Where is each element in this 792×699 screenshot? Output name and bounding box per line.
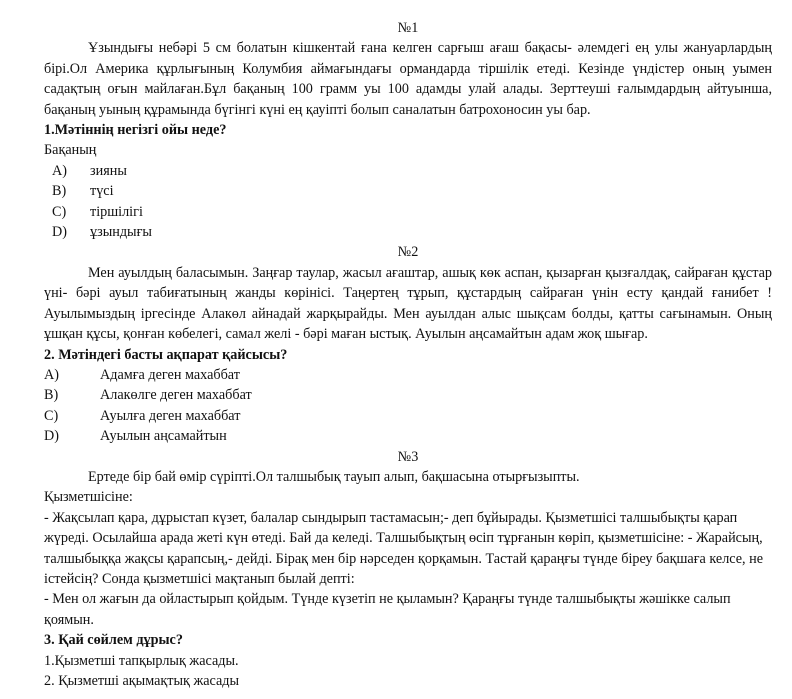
option-d: D) ұзындығы	[52, 224, 152, 241]
section-3-number: №3	[397, 448, 419, 465]
section-2-text: Мен ауылдың баласымын. Заңғар таулар, жасыл ағаштар, ашық көк аспан, қызарған қызғалдақ, сайраған құстар үні- бәрі ауыл табиғатының жанды көрінісі. Таңертең тұрып, құстардың сайраған үнін есту қандай ғанибет ! Ауылымыздың іргесінде Алакөл айнадай жарқырайды. Мен ауылдан алыс шықсам болды, қатты сағынамын. Оның ұшқан құсы, қонған көбелегі, самал желі - бәрі маған ыстық. Ауылын аңсамайтын адам жоқ шығар.	[44, 264, 772, 343]
section-2-number: №2	[397, 244, 419, 261]
section-3-text: Ертеде бір бай өмір сүріпті.Ол талшыбық тауып алып, бақшасына отырғызыпты.	[88, 468, 580, 485]
option-b: B) түсі	[52, 183, 114, 200]
option-d: D) Ауылын аңсамайтын	[44, 428, 227, 445]
option-c: C) Ауылға деген махаббат	[44, 407, 241, 424]
question-2-options	[44, 365, 772, 447]
section-3-dialog-1: - Жақсылап қара, дұрыстап күзет, балалар сындырып тастамасын;- деп бұйырады. Қызметшісі талшыбықты қарап жүреді. Осылайша арада жеті күн өтеді. Бай да келеді. Талшыбықтың өсіп тұрғанын көріп, қызметшісіне: - Жарайсың, талшыбыққа жақсы қарапсың,- дейді. Бірақ мен бір нәрседен қорқамын. Тастай қараңғы түнде біреу бақшаға келсе, не істейсің? Сонда қызметшісі мақтанып былай депті:	[44, 509, 764, 587]
question-1-stem: Бақаның	[44, 142, 97, 159]
option-a: A) Адамға деген махаббат	[44, 366, 240, 383]
section-1-text: Ұзындығы небәрі 5 см болатын кішкентай ғана келген сарғыш ағаш бақасы- әлемдегі ең улы жануарлардың бірі.Ол Америка құрлығының Колумбия аймағындағы ормандарда тіршілік етеді. Кезінде үндістер оның уымен садақтың оғын майлаған.Бұл бақаның 100 грамм уы 100 адамды улай алады. Зерттеуші ғалымдардың айтуынша, бақаның уының құрамында бүгінгі күні ең қауіпті болып саналатын батрохоносин уы бар.	[44, 40, 772, 118]
answer-1: 1.Қызметші тапқырлық жасады.	[44, 652, 239, 669]
section-3-line: Қызметшісіне:	[44, 489, 133, 506]
answer-2: 2. Қызметші ақымақтық жасады	[44, 673, 240, 689]
section-1-number: №1	[397, 20, 419, 36]
question-3: 3. Қай сөйлем дұрыс?	[44, 632, 183, 649]
question-2: 2. Мәтіндегі басты ақпарат қайсысы?	[44, 346, 288, 363]
section-3-dialog-2: - Мен ол жағын да ойластырып қойдым. Түнде күзетіп не қыламын? Қараңғы түнде талшыбықты жәшікке салып қоямын.	[44, 591, 731, 628]
option-b: B) Алакөлге деген махаббат	[44, 387, 252, 404]
question-1-options	[44, 161, 772, 243]
question-1: 1.Мәтіннің негізгі ойы неде?	[44, 122, 227, 139]
option-c: C) тіршілігі	[52, 203, 143, 220]
option-a: A) зияны	[52, 162, 127, 179]
